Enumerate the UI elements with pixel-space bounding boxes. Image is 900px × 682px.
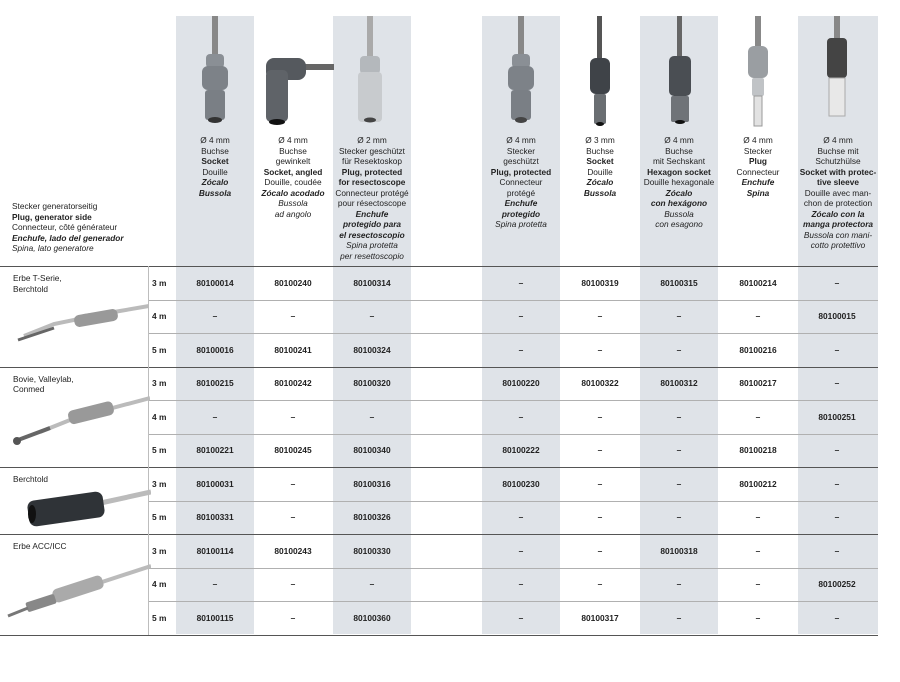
article-number: 80100015	[818, 311, 856, 322]
article-number: 80100031	[196, 478, 234, 489]
column-header-line: chon de protection	[803, 198, 873, 208]
row-divider	[148, 300, 878, 301]
column-header-line: Zócalo acodado	[261, 187, 325, 198]
article-number: 80100014	[196, 277, 234, 288]
article-number: –	[290, 512, 296, 523]
column-header-line: Ø 4 mm	[664, 135, 694, 145]
column-header-line: cotto protettivo	[810, 240, 866, 250]
column-header-line: Buchse	[201, 145, 229, 156]
cable-length: 5 m	[152, 512, 167, 523]
column-header-line: protegido	[501, 208, 541, 219]
cable-length: 4 m	[152, 579, 167, 590]
row-divider	[148, 333, 878, 334]
article-number: –	[597, 579, 603, 590]
article-number: 80100316	[353, 478, 391, 489]
corner-label-es: Enchufe, lado del generador	[12, 232, 124, 243]
column-header-line: Bussola	[583, 187, 617, 198]
column-header-line: gewinkelt	[275, 156, 311, 166]
column-header-line: Socket	[201, 156, 229, 166]
article-number: 80100215	[196, 378, 234, 389]
column-header-7	[719, 135, 797, 198]
article-number: –	[676, 311, 682, 322]
column-header-line: Connecteur	[499, 177, 543, 187]
article-number: –	[755, 545, 761, 556]
article-number: –	[290, 579, 296, 590]
article-number: 80100242	[274, 378, 312, 389]
erbe-acc-icc-plug-icon	[6, 560, 151, 620]
article-number: –	[597, 512, 603, 523]
article-number: –	[676, 445, 682, 456]
article-number: –	[518, 579, 524, 590]
article-number: –	[597, 311, 603, 322]
column-header-line: tive sleeve	[817, 177, 859, 187]
group-name-line: Bovie, Valleylab,	[13, 373, 74, 384]
column-header-line: Connecteur protégé	[335, 187, 409, 198]
column-header-line: Spina protetta	[495, 219, 547, 229]
cable-length: 3 m	[152, 478, 167, 489]
column-header-line: Zócalo	[665, 187, 693, 198]
row-divider	[148, 501, 878, 502]
article-number: 80100326	[353, 512, 391, 523]
article-number: –	[676, 612, 682, 623]
article-number: 80100252	[818, 579, 856, 590]
group-name-line: Berchtold	[13, 283, 49, 294]
article-number: –	[834, 478, 840, 489]
column-header-line: geschützt	[503, 156, 539, 166]
column-header-line: Bussola	[664, 208, 694, 219]
group-name	[13, 273, 62, 294]
column-header-line: Ø 4 mm	[200, 135, 230, 145]
hexagon-socket-icon	[655, 16, 705, 131]
cable-length: 5 m	[152, 445, 167, 456]
socket-4mm-icon	[190, 16, 240, 131]
column-header-line: Bussola con mani-	[803, 229, 873, 240]
bovie-valleylab-plug-icon	[10, 392, 150, 450]
column-header-line: für Resektoskop	[342, 156, 402, 166]
article-number: –	[676, 512, 682, 523]
column-header-line: manga protectora	[802, 219, 874, 229]
article-number: 80100312	[660, 378, 698, 389]
column-header-line: per resettoscopio	[340, 250, 404, 261]
column-header-1	[176, 135, 254, 198]
article-number: 80100322	[581, 378, 619, 389]
article-number: 80100251	[818, 411, 856, 422]
plug-protected-4mm-icon	[496, 16, 546, 131]
column-header-line: Douille	[587, 166, 613, 177]
article-number: –	[212, 579, 218, 590]
column-header-2	[254, 135, 332, 219]
group-name-line: Berchtold	[13, 474, 49, 484]
article-number: –	[676, 344, 682, 355]
cable-length: 3 m	[152, 545, 167, 556]
cable-length: 4 m	[152, 411, 167, 422]
article-number: –	[755, 411, 761, 422]
column-header-line: Plug	[749, 156, 767, 166]
column-header-line: Zócalo con la	[811, 208, 865, 219]
column-header-line: Buchse	[665, 145, 693, 156]
column-header-line: Spina	[746, 187, 770, 198]
article-number: –	[676, 411, 682, 422]
column-header-line: Ø 4 mm	[506, 135, 536, 145]
cable-length: 3 m	[152, 378, 167, 389]
plug-4mm-icon	[733, 16, 783, 131]
article-number: –	[518, 311, 524, 322]
column-header-line: Ø 3 mm	[585, 135, 615, 145]
column-header-line: Schutzhülse	[815, 156, 861, 166]
cable-length: 4 m	[152, 311, 167, 322]
article-number: –	[212, 411, 218, 422]
column-header-line: Stecker	[506, 145, 536, 156]
article-number: –	[290, 612, 296, 623]
article-number: –	[518, 277, 524, 288]
column-header-line: Socket, angled	[263, 166, 323, 177]
article-number: –	[597, 411, 603, 422]
column-header-line: Spina protetta	[346, 240, 398, 250]
column-header-line: Douille hexagonale	[643, 177, 715, 187]
article-number: –	[597, 545, 603, 556]
article-number: –	[518, 411, 524, 422]
column-header-8	[798, 135, 878, 251]
column-header-line: Buchse	[586, 145, 614, 156]
article-number: 80100331	[196, 512, 234, 523]
column-header-line: Connecteur	[736, 166, 780, 177]
article-number: –	[518, 612, 524, 623]
group-name	[13, 541, 66, 552]
article-number: –	[834, 378, 840, 389]
article-number: –	[676, 579, 682, 590]
article-number: 80100214	[739, 277, 777, 288]
article-number: –	[518, 344, 524, 355]
article-number: –	[834, 512, 840, 523]
article-number: –	[212, 311, 218, 322]
article-number: 80100360	[353, 612, 391, 623]
group-divider	[0, 367, 878, 368]
article-number: 80100212	[739, 478, 777, 489]
column-header-line: for resectoscope	[338, 177, 406, 187]
group-name-line: Erbe ACC/ICC	[13, 541, 67, 551]
column-header-line: con esagono	[655, 219, 703, 229]
column-header-line: Enchufe	[741, 177, 775, 187]
column-header-line: Buchse	[279, 145, 307, 156]
article-number: 80100115	[196, 612, 234, 623]
column-header-line: Douille	[202, 166, 228, 177]
article-number: 80100243	[274, 545, 312, 556]
article-number: 80100216	[739, 344, 777, 355]
plug-protected-resectoscope-icon	[345, 16, 395, 131]
article-number: 80100114	[196, 545, 234, 556]
article-number: 80100315	[660, 277, 698, 288]
column-header-6	[640, 135, 718, 230]
column-header-line: Hexagon socket	[647, 166, 711, 177]
column-header-5	[561, 135, 639, 198]
article-number: 80100319	[581, 277, 619, 288]
column-header-line: Zócalo	[201, 177, 229, 187]
column-header-line: Douille avec man-	[804, 187, 872, 198]
column-header-line: Plug, protected	[490, 166, 552, 177]
article-number: 80100317	[581, 612, 619, 623]
cable-length: 3 m	[152, 277, 167, 288]
article-number: 80100241	[274, 344, 312, 355]
column-header-line: Enchufe	[355, 208, 389, 219]
group-divider	[0, 266, 878, 267]
article-number: 80100330	[353, 545, 391, 556]
cable-length: 5 m	[152, 344, 167, 355]
column-header-line: Buchse mit	[817, 145, 859, 156]
article-number: 80100222	[502, 445, 540, 456]
column-header-line: Douille, coudée	[264, 177, 322, 187]
article-number: 80100324	[353, 344, 391, 355]
article-number: –	[597, 445, 603, 456]
group-name-line: Conmed	[13, 384, 45, 394]
socket-angled-icon	[258, 50, 334, 130]
column-header-line: protegido para	[342, 219, 402, 229]
socket-protective-sleeve-icon	[812, 16, 862, 131]
article-number: –	[834, 545, 840, 556]
column-header-line: Socket	[586, 156, 614, 166]
corner-label-de: Stecker generatorseitig	[12, 201, 98, 211]
article-number: –	[755, 579, 761, 590]
article-number: –	[369, 411, 375, 422]
article-number: 80100217	[739, 378, 777, 389]
article-number: –	[290, 478, 296, 489]
column-header-line: mit Sechskant	[652, 156, 706, 166]
column-header-line: Ø 4 mm	[823, 135, 853, 145]
column-header-line: Ø 4 mm	[743, 135, 773, 145]
group-divider	[0, 635, 878, 636]
article-number: –	[834, 612, 840, 623]
article-number: –	[290, 411, 296, 422]
article-number: –	[518, 545, 524, 556]
column-header-line: con hexágono	[650, 198, 708, 208]
socket-3mm-icon	[575, 16, 625, 131]
article-number: –	[755, 512, 761, 523]
article-number: –	[369, 579, 375, 590]
column-header-line: Socket with protec-	[799, 166, 877, 177]
article-number: –	[369, 311, 375, 322]
corner-label	[12, 201, 162, 254]
article-number: –	[290, 311, 296, 322]
article-number: 80100340	[353, 445, 391, 456]
column-header-3	[333, 135, 411, 261]
article-number: –	[834, 344, 840, 355]
column-header-line: Enchufe	[504, 198, 538, 208]
group-name-line: Erbe T-Serie,	[13, 273, 62, 283]
article-number: 80100016	[196, 344, 234, 355]
column-header-line: Stecker	[743, 145, 773, 156]
column-header-line: ad angolo	[274, 208, 312, 219]
group-divider	[0, 534, 878, 535]
article-number: –	[597, 478, 603, 489]
article-number: –	[834, 277, 840, 288]
row-divider	[148, 434, 878, 435]
group-divider	[0, 467, 878, 468]
article-number: –	[676, 478, 682, 489]
article-number: –	[755, 612, 761, 623]
corner-label-fr: Connecteur, côté générateur	[12, 222, 118, 232]
column-header-line: Zócalo	[586, 177, 614, 187]
article-number: 80100221	[196, 445, 234, 456]
article-number: 80100245	[274, 445, 312, 456]
row-divider	[148, 400, 878, 401]
row-divider	[148, 601, 878, 602]
row-divider	[148, 568, 878, 569]
article-number: –	[597, 344, 603, 355]
article-number: 80100314	[353, 277, 391, 288]
article-number: 80100320	[353, 378, 391, 389]
article-number: 80100218	[739, 445, 777, 456]
corner-label-it: Spina, lato generatore	[12, 243, 94, 253]
column-header-line: Bussola	[198, 187, 232, 198]
berchtold-plug-icon	[16, 480, 151, 530]
column-header-line: Ø 2 mm	[357, 135, 387, 145]
article-number: 80100318	[660, 545, 698, 556]
corner-label-en: Plug, generator side	[12, 211, 92, 222]
article-number: 80100240	[274, 277, 312, 288]
cable-length: 5 m	[152, 612, 167, 623]
column-header-line: Bussola	[278, 198, 308, 208]
column-header-line: Ø 4 mm	[278, 135, 308, 145]
article-number: 80100230	[502, 478, 540, 489]
column-header-line: pour résectoscope	[337, 198, 407, 208]
article-number: –	[834, 445, 840, 456]
article-number: –	[518, 512, 524, 523]
column-header-4	[482, 135, 560, 230]
erbe-t-series-plug-icon	[14, 298, 149, 348]
column-header-line: Stecker geschützt	[339, 145, 405, 156]
article-number: 80100220	[502, 378, 540, 389]
column-header-line: el resectoscopio	[339, 229, 405, 240]
article-number: –	[755, 311, 761, 322]
column-header-line: Plug, protected	[341, 166, 403, 177]
column-header-line: protégé	[506, 187, 536, 198]
